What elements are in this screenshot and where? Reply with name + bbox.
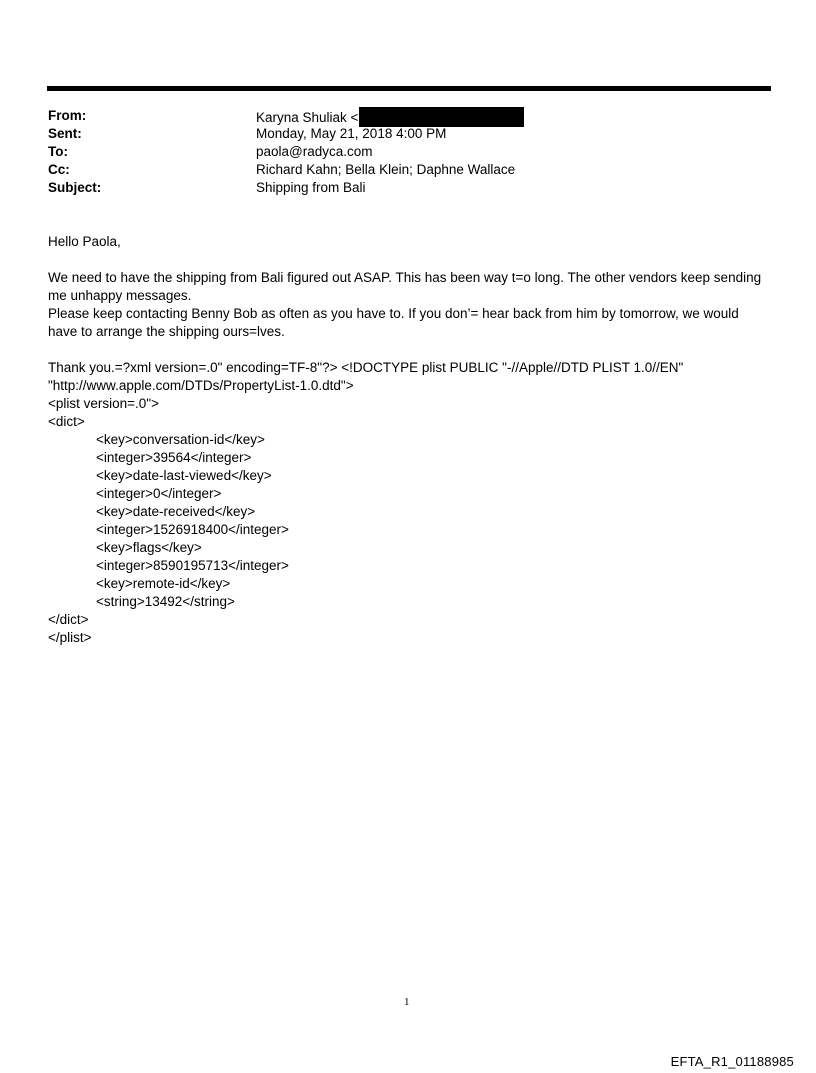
subject-label: Subject: [48,180,102,195]
body-line: have to arrange the shipping ours=lves. [48,324,285,339]
dict-line: <key>conversation-id</key> [96,432,265,447]
document-id: EFTA_R1_01188985 [670,1054,794,1069]
blank-line [48,251,768,269]
blank-line [48,341,768,359]
header-rule [47,86,771,91]
email-body [48,233,768,647]
xml-closing-line: </dict> [48,612,89,627]
cc-value: Richard Kahn; Bella Klein; Daphne Wallace [256,162,516,177]
to-label: To: [48,144,68,159]
dict-line: <string>13492</string> [96,594,235,609]
dict-line: <integer>1526918400</integer> [96,522,289,537]
from-name: Karyna Shuliak < [256,110,359,125]
xml-line: <plist version=.0"> [48,396,159,411]
dict-line: <key>date-last-viewed</key> [96,468,272,483]
from-label: From: [48,108,87,123]
dict-line: <key>remote-id</key> [96,576,231,591]
xml-closing-line: </plist> [48,630,92,645]
redaction-box [359,107,524,127]
greeting: Hello Paola, [48,234,121,249]
dict-line: <integer>39564</integer> [96,450,252,465]
subject-value: Shipping from Bali [256,180,366,195]
body-line: We need to have the shipping from Bali figured out ASAP. This has been way t=o long. The other vendors keep sending [48,270,762,285]
from-value [256,107,524,127]
body-line: Please keep contacting Benny Bob as often as you have to. If you don’= hear back from him by tomorrow, we would [48,306,739,321]
cc-label: Cc: [48,162,70,177]
to-value: paola@radyca.com [256,144,373,159]
xml-line: <dict> [48,414,85,429]
body-line: me unhappy messages. [48,288,192,303]
xml-line: "http://www.apple.com/DTDs/PropertyList-1.0.dtd"> [48,378,354,393]
sent-value: Monday, May 21, 2018 4:00 PM [256,126,447,141]
dict-line: <integer>8590195713</integer> [96,558,289,573]
dict-line: <key>flags</key> [96,540,202,555]
dict-line: <key>date-received</key> [96,504,256,519]
page-number: 1 [404,996,410,1008]
sent-label: Sent: [48,126,82,141]
xml-line: Thank you.=?xml version=.0" encoding=TF-8"?> <!DOCTYPE plist PUBLIC "-//Apple//DTD PLIST 1.0//EN" [48,360,684,375]
dict-line: <integer>0</integer> [96,486,222,501]
